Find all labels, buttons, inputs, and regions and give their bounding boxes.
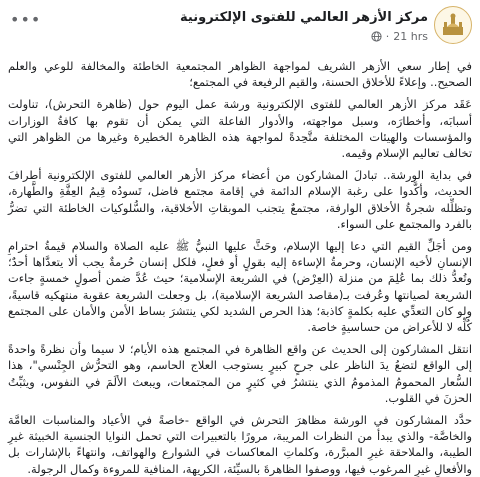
more-options-icon[interactable]: ••• — [10, 10, 42, 29]
post-paragraph: عَقَد مركز الأزهر العالمي للفتوى الإلكترونية ورشة عمل اليوم حول (ظاهرة التحرش)، تناولت أسبابَه، وأخطارَه، وسبل مواجهته، والأدوار الفاعلة التي يمكن أن تقوم بها كافةُ الوزارات والمؤسسات والهيئات المختلفة متَّحِدةً لمواجهة هذه الظاهرة الخطيرة وغيرها من الظواهر التي تخالف تعاليم الإسلام وقيمه. — [8, 97, 472, 161]
post-subline — [8, 30, 428, 43]
post-paragraph: في إطار سعي الأزهر الشريف لمواجهة الظواهر المجتمعية الخاطئة والمخالفة للوعي والعلم الصحيح.. وإعلاءً للأخلاق الحسنة، والقيم الرفيعة في المجتمع؛ — [8, 59, 472, 90]
separator-dot: · — [385, 30, 390, 43]
post-meta — [8, 6, 428, 43]
post-paragraph: حدَّد المشاركون في الورشة مظاهرَ التحرش في الواقع -خاصةً في الأعياد والمناسبات العامَّة والخاصَّة- والذي يبدأ من النظرات المريبة، مرورًا بالتعبيرات التي تحمل النوايا الجنسية الخبيثة غيرِ الطيبة، والملاحقة غيرِ المبرَّرة، وكلماتِ المعاكسات في الشوارع والهواتف، وانتهاءً بالإشارات بل والأفعالِ غيرِ المرغوب فيها، ووصفوا الظاهرةَ بالسيِّئة، الكريهة، المنافية للمروءة وكمال الرجولة. — [8, 413, 472, 476]
post-paragraph: انتقل المشاركون إلى الحديث عن واقع الظاهرة في المجتمع هذه الأيام؛ لا سيما وأن نظرةً واحدةً إلى الواقع لتضعُ يدَ الناظر على جرحٍ كبيرٍ يستوجب العلاج الحاسم، وهو التحرُّش الجِنْسي"، هذا السُّعار المحمومُ المذمومُ الذي ينتشرُ في كثيرٍ من المجتمعات، ويبعث الألَمَ في النفوس، ويثبِّتُ الحزنَ في القلوب. — [8, 342, 472, 405]
globe-icon — [371, 31, 382, 42]
post-body — [8, 58, 472, 476]
post-paragraph: ومن أجَلِّ القيم التي دعا إليها الإسلام، وحَثَّ عليها النبيُّ ﷺ عليه الصلاة والسلام قيمةُ احترامِ الإنسانِ لأخيه الإنسان، وحرمةُ الإساءة إليه بقولٍ أو فعلٍ، فلكل إنسان حُرمةٌ يجب ألا يتعدَّاها أحدٌ؛ وتُعدُّ ذلك بما عُلِمَ من منزلة (العِرْض) في الشريعة الإسلامية؛ حيث عُدَّ ضمن أصولٍ خمسةٍ جاءت الشريعة لصيانتها وعُرفت بـ(مقاصد الشريعة الإسلامية)، بل وجعلت الشريعة عقوبة منتهكيه قاسيةً، ولو كان التعدِّي عليه بكلمةٍ كاذبة؛ هذا الحرص الشديد لكي ينتشرَ بساط الأمن والأمان على المجتمع كُلِّه لا للأعراض من حساسيةٍ خاصة. — [8, 239, 472, 335]
page-avatar[interactable] — [434, 6, 472, 44]
post-paragraph: في بداية الورشة.. تبادلَ المشاركون من أعضاء مركز الأزهر العالمي للفتوى الإلكترونية أطرافَ الحديث، وأكَّدوا على رغبة الإسلام الدائمة في إقامة مجتمع فاضل، تَسودُه قِيمُ العِفَّةِ والطَّهارة، وتظلِّله شجرةُ الأخلاق الوارفة، مجتمعٌ يتجنب الموبقاتِ الأخلاقية، والسُّلوكيات الخاطئة التي تضرُّ بالفرد والمجتمع على السواء. — [8, 168, 472, 231]
post-time[interactable]: 21 hrs — [393, 30, 428, 43]
post-header — [0, 0, 480, 58]
azhar-logo-icon — [440, 12, 466, 38]
page-name-link[interactable]: مركز الأزهر العالمي للفتوى الإلكترونية — [180, 10, 428, 25]
